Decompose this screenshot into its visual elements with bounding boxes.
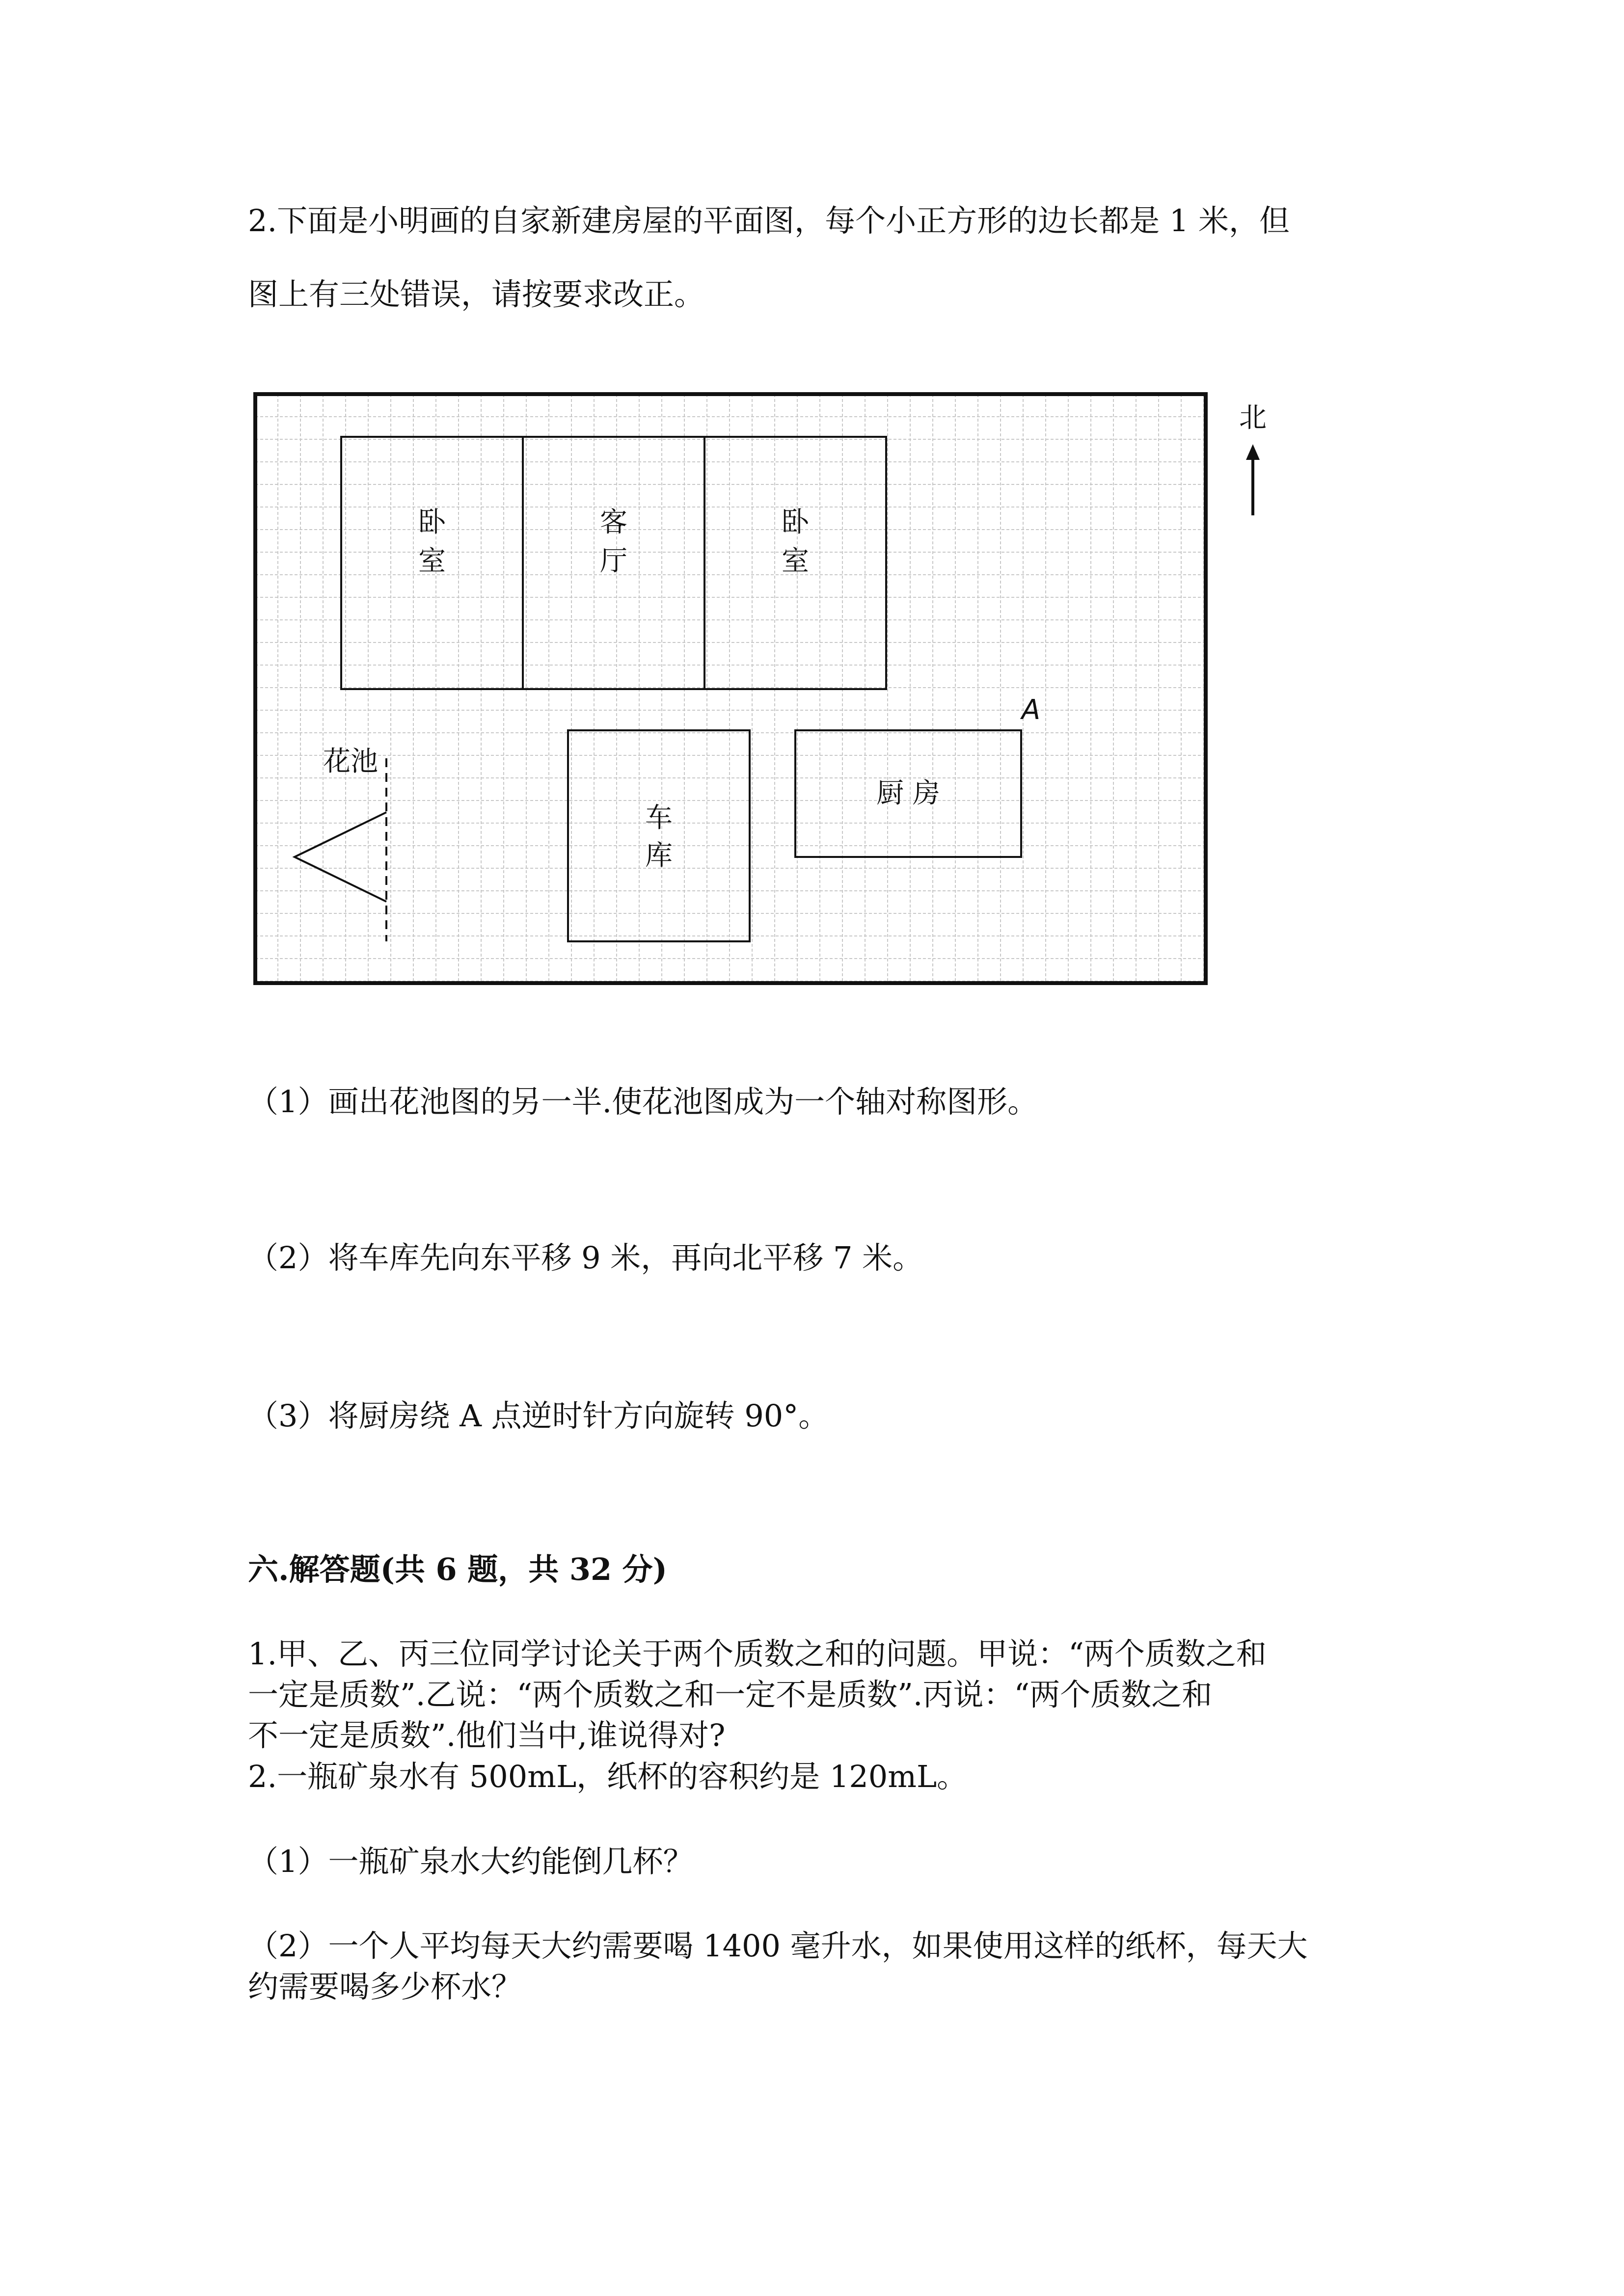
garage-label-2: 库 xyxy=(645,840,673,872)
kitchen-label: 厨 房 xyxy=(876,777,940,809)
north-arrow-icon xyxy=(1246,444,1260,515)
subquestion-2: （2）将车库先向东平移 9 米，再向北平移 7 米。 xyxy=(248,1240,923,1276)
question-2-line-1: 2.下面是小明画的自家新建房屋的平面图，每个小正方形的边长都是 1 米，但 xyxy=(248,203,1290,239)
bedroom-right-label-2: 室 xyxy=(782,545,809,577)
q1-line-1: 1.甲、乙、丙三位同学讨论关于两个质数之和的问题。甲说：“两个质数之和 xyxy=(248,1636,1267,1672)
bedroom-right-label-1: 卧 xyxy=(782,507,809,538)
q2-line: 2.一瓶矿泉水有 500mL，纸杯的容积约是 120mL。 xyxy=(248,1759,968,1794)
point-a-label: A xyxy=(1021,694,1041,726)
flowerbed-label: 花池 xyxy=(323,746,378,777)
q2-sub-1: （1）一瓶矿泉水大约能倒几杯？ xyxy=(248,1843,694,1879)
q1-line-2: 一定是质数”.乙说：“两个质数之和一定不是质数”.丙说：“两个质数之和 xyxy=(248,1677,1213,1712)
floor-plan xyxy=(251,390,1292,994)
flowerbed-half-shape xyxy=(295,812,386,902)
living-room-label-1: 客 xyxy=(600,507,627,538)
garage-room xyxy=(568,730,750,941)
q1-line-3: 不一定是质数”.他们当中,谁说得对? xyxy=(248,1717,726,1753)
bedroom-left-label-2: 室 xyxy=(418,545,446,577)
section-6-heading: 六.解答题(共 6 题，共 32 分) xyxy=(248,1551,668,1587)
q2-sub-3: 约需要喝多少杯水？ xyxy=(248,1969,522,2004)
subquestion-1: （1）画出花池图的另一半.使花池图成为一个轴对称图形。 xyxy=(248,1084,1038,1120)
garage-label-1: 车 xyxy=(645,802,673,834)
question-2-line-2: 图上有三处错误，请按要求改正。 xyxy=(248,276,705,312)
living-room-label-2: 厅 xyxy=(600,545,627,577)
q2-sub-2: （2）一个人平均每天大约需要喝 1400 毫升水，如果使用这样的纸杯，每天大 xyxy=(248,1928,1308,1964)
subquestion-3: （3）将厨房绕 A 点逆时针方向旋转 90°。 xyxy=(248,1398,829,1434)
bedroom-left-label-1: 卧 xyxy=(418,507,446,538)
north-label: 北 xyxy=(1239,402,1267,434)
